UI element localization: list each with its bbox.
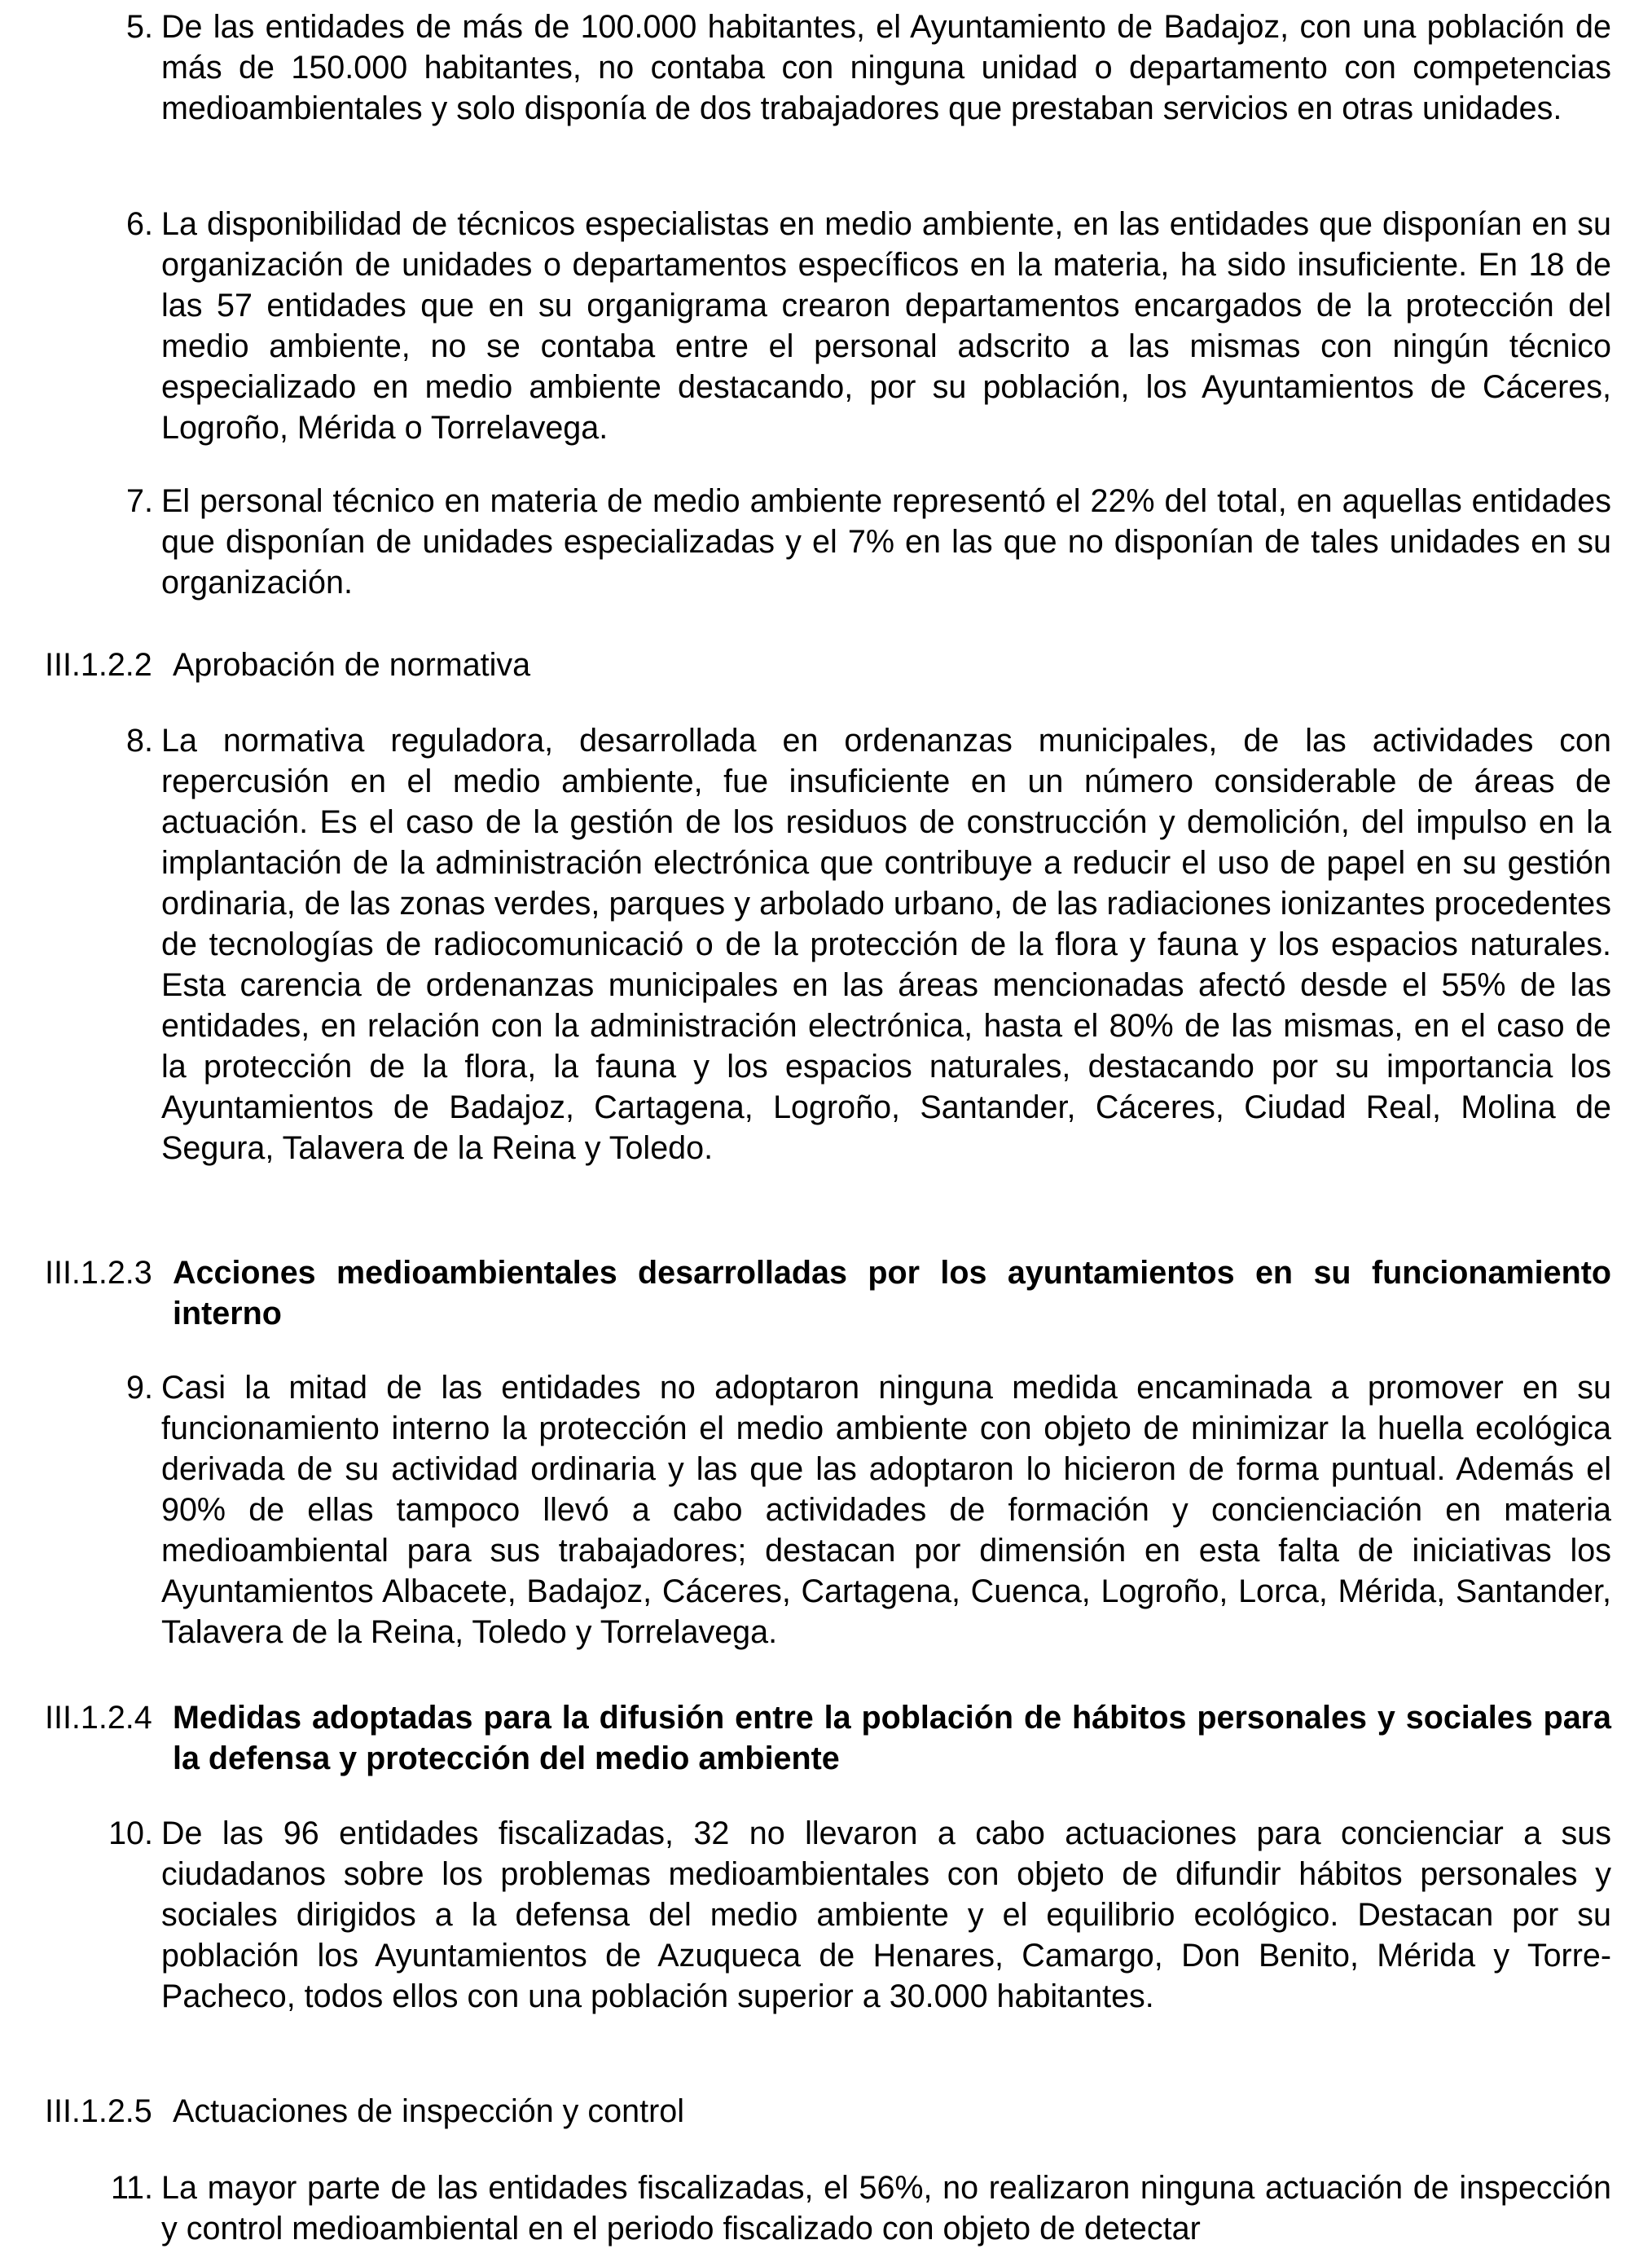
list-item bbox=[114, 1367, 1611, 1652]
section-title: Aprobación de normativa bbox=[173, 647, 531, 683]
section-heading bbox=[45, 1697, 1611, 1779]
item-number: 9. bbox=[126, 1370, 153, 1406]
item-text: De las entidades de más de 100.000 habitantes, el Ayuntamiento de Badajoz, con una población de más de 150.000 habitantes, no contaba con ninguna unidad o departamento con competencias medioambientales y solo disponía de dos trabajadores que prestaban servicios en otras unidades. bbox=[161, 9, 1611, 126]
list-item bbox=[108, 1813, 1611, 2017]
section-heading bbox=[45, 1252, 1611, 1334]
section-number: III.1.2.2 bbox=[45, 647, 152, 683]
section-heading bbox=[45, 2091, 1611, 2132]
item-text: De las 96 entidades fiscalizadas, 32 no llevaron a cabo actuaciones para concienciar a sus ciudadanos sobre los problemas medioambientales con objeto de difundir hábitos personales y sociales dirigidos a la defensa del medio ambiente y el equilibrio ecológico. Destacan por su población los Ayuntamientos de Azuqueca de Henares, Camargo, Don Benito, Mérida y Torre-Pacheco, todos ellos con una población superior a 30.000 habitantes. bbox=[161, 1815, 1611, 2014]
section-number: III.1.2.3 bbox=[45, 1255, 152, 1291]
list-item bbox=[114, 7, 1611, 129]
item-number: 5. bbox=[126, 9, 153, 45]
item-text: La disponibilidad de técnicos especialistas en medio ambiente, en las entidades que disponían en su organización de unidades o departamentos específicos en la materia, ha sido insuficiente. En 18 de las 57 entidades que en su organigrama crearon departamentos encargados de la protección del medio ambiente, no se contaba entre el personal adscrito a las mismas con ningún técnico especializado en medio ambiente destacando, por su población, los Ayuntamientos de Cáceres, Logroño, Mérida o Torrelavega. bbox=[161, 206, 1611, 446]
item-number: 10. bbox=[108, 1815, 153, 1851]
item-text: El personal técnico en materia de medio ambiente representó el 22% del total, en aquellas entidades que disponían de unidades especializadas y el 7% en las que no disponían de tales unidades en su organización. bbox=[161, 483, 1611, 601]
section-number: III.1.2.5 bbox=[45, 2093, 152, 2129]
item-number: 8. bbox=[126, 723, 153, 759]
list-item bbox=[111, 2167, 1611, 2249]
section-title: Actuaciones de inspección y control bbox=[173, 2093, 684, 2129]
section-number: III.1.2.4 bbox=[45, 1700, 152, 1736]
item-number: 7. bbox=[126, 483, 153, 519]
section-title: Medidas adoptadas para la difusión entre la población de hábitos personales y sociales para la defensa y protección del medio ambiente bbox=[173, 1700, 1611, 1776]
item-number: 6. bbox=[126, 206, 153, 242]
item-number: 11. bbox=[111, 2170, 153, 2206]
list-item bbox=[114, 204, 1611, 448]
list-item bbox=[114, 720, 1611, 1168]
list-item bbox=[114, 481, 1611, 603]
item-text: Casi la mitad de las entidades no adoptaron ninguna medida encaminada a promover en su funcionamiento interno la protección el medio ambiente con objeto de minimizar la huella ecológica derivada de su actividad ordinaria y las que las adoptaron lo hicieron de forma puntual. Además el 90% de ellas tampoco llevó a cabo actividades de formación y concienciación en materia medioambiental para sus trabajadores; destacan por dimensión en esta falta de iniciativas los Ayuntamientos Albacete, Badajoz, Cáceres, Cartagena, Cuenca, Logroño, Lorca, Mérida, Santander, Talavera de la Reina, Toledo y Torrelavega. bbox=[161, 1370, 1611, 1650]
item-text: La normativa reguladora, desarrollada en ordenanzas municipales, de las actividades con repercusión en el medio ambiente, fue insuficiente en un número considerable de áreas de actuación. Es el caso de la gestión de los residuos de construcción y demolición, del impulso en la implantación de la administración electrónica que contribuye a reducir el uso de papel en su gestión ordinaria, de las zonas verdes, parques y arbolado urbano, de las radiaciones ionizantes procedentes de tecnologías de radiocomunicació o de la protección de la flora y fauna y los espacios naturales. Esta carencia de ordenanzas municipales en las áreas mencionadas afectó desde el 55% de las entidades, en relación con la administración electrónica, hasta el 80% de las mismas, en el caso de la protección de la flora, la fauna y los espacios naturales, destacando por su importancia los Ayuntamientos de Badajoz, Cartagena, Logroño, Santander, Cáceres, Ciudad Real, Molina de Segura, Talavera de la Reina y Toledo. bbox=[161, 723, 1611, 1166]
item-text: La mayor parte de las entidades fiscalizadas, el 56%, no realizaron ninguna actuación de inspección y control medioambiental en el periodo fiscalizado con objeto de detectar bbox=[161, 2170, 1611, 2247]
section-heading bbox=[45, 645, 1611, 685]
section-title: Acciones medioambientales desarrolladas por los ayuntamientos en su funcionamiento interno bbox=[173, 1255, 1611, 1331]
